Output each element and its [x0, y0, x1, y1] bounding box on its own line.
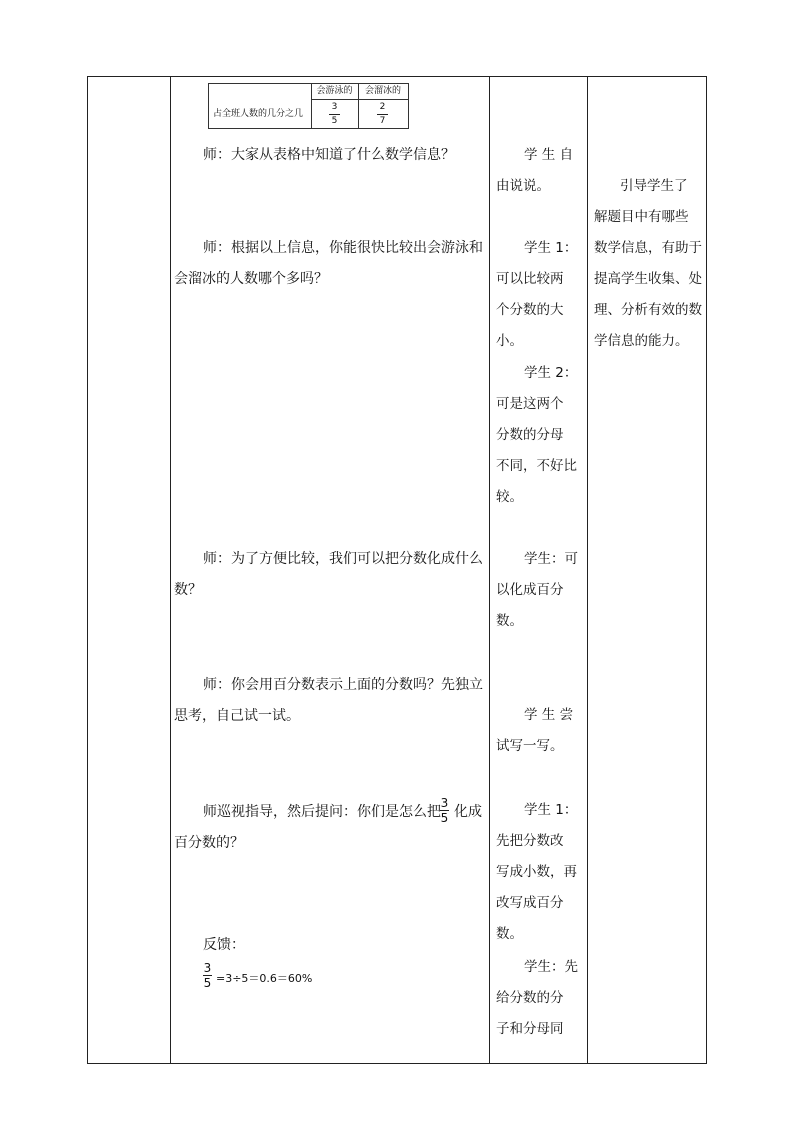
cell-divider — [358, 84, 359, 128]
design-intent: 引导学生了 解题目中有哪些 数学信息，有助于 提高学生收集、处 理、分析有效的数 学信息的能力。 — [594, 178, 702, 349]
cell-divider — [311, 84, 312, 128]
teacher-question-5-post: 化成 — [454, 804, 482, 820]
teacher-question-4-cont: 思考，自己试一试。 — [174, 708, 300, 724]
feedback-label: 反馈： — [203, 937, 245, 953]
teacher-question-5: 师巡视指导，然后提问：你们是怎么把 — [203, 804, 441, 820]
column-divider — [587, 77, 588, 1063]
teacher-question-5-cont: 百分数的？ — [174, 835, 244, 851]
teacher-question-3: 师：为了方便比较，我们可以把分数化成什么 — [203, 551, 483, 567]
teacher-question-3-cont: 数？ — [174, 582, 202, 598]
student-response-2: 学生 1： 可以比较两 个分数的大 小。 — [496, 240, 578, 349]
student-response-3: 学生 2： 可是这两个 分数的分母 不同，不好比 较。 — [496, 365, 578, 505]
student-response-6: 学生 1： 先把分数改 写成小数，再 改写成百分 数。 — [496, 802, 578, 942]
column-divider — [170, 77, 171, 1063]
teacher-question-4: 师：你会用百分数表示上面的分数吗？先独立 — [203, 677, 483, 693]
inline-fraction: 3 5 — [440, 796, 449, 825]
swim-fraction: 3 5 — [329, 102, 340, 127]
column-divider — [489, 77, 490, 1063]
header-skate: 会溜冰的 — [358, 84, 408, 100]
student-response-1: 学 生 自 由说说。 — [496, 147, 574, 194]
teacher-question-2: 师：根据以上信息，你能很快比较出会游泳和 — [203, 240, 483, 256]
teacher-question-1: 师：大家从表格中知道了什么数学信息？ — [203, 147, 455, 163]
header-swim: 会游泳的 — [311, 84, 358, 100]
student-response-4: 学生：可 以化成百分 数。 — [496, 551, 578, 629]
row-label: 占全班人数的几分之几 — [213, 109, 304, 119]
info-table — [208, 83, 409, 129]
feedback-expression: =3÷5＝0.6＝60% — [216, 972, 313, 985]
student-response-5: 学 生 尝 试写一写。 — [496, 707, 574, 754]
student-response-7: 学生：先 给分数的分 子和分母同 — [496, 959, 578, 1037]
feedback-fraction: 3 5 — [203, 961, 212, 990]
skate-fraction: 2 7 — [377, 102, 388, 127]
teacher-question-2-cont: 会溜冰的人数哪个多吗？ — [174, 271, 328, 287]
